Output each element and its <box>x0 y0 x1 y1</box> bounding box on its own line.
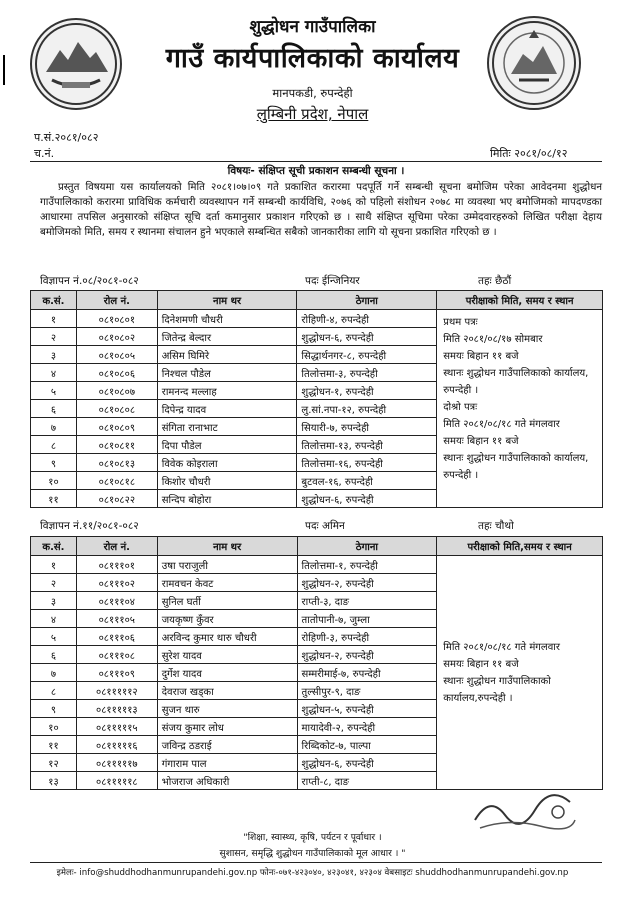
contact-info: इमेलः- info@shuddhodhanmunrupandehi.gov.np फोनः-०७१-४२३०४०, ४२३०४१, ४२३०४ वेबसाइटः shuddhodhanmunrupandehi.gov.np <box>56 868 569 878</box>
cell-name: निश्चल पौडेल <box>157 364 297 382</box>
divider <box>30 161 602 162</box>
shortlist-table-amin <box>30 536 603 790</box>
exam-line: मिति २०८१/०८/१७ सोमबार <box>443 334 543 345</box>
cell-address: सियारी-७, रुपन्देही <box>297 418 437 436</box>
cell-address: बुटवल-१६, रुपन्देही <box>297 472 437 490</box>
col-roll: रोल नं. <box>76 537 157 556</box>
col-exam: परीक्षाको मिति, समय र स्थान <box>437 291 603 310</box>
cell-name: असिम घिमिरे <box>157 346 297 364</box>
cell-roll: ०८१११११७ <box>76 754 157 772</box>
cell-sn: ३ <box>31 346 77 364</box>
cell-address: तुल्सीपुर-९, दाङ <box>297 682 437 700</box>
cell-sn: २ <box>31 574 77 592</box>
cell-sn: ९ <box>31 454 77 472</box>
cell-sn: ७ <box>31 664 77 682</box>
cell-sn: १० <box>31 718 77 736</box>
cell-name: जयकृष्ण कुँवर <box>157 610 297 628</box>
exam-line: समयः बिहान ११ बजे <box>443 351 519 362</box>
cell-name: जितेन्द्र बेल्दार <box>157 328 297 346</box>
cell-sn: ११ <box>31 736 77 754</box>
exam-line: दोश्रो पत्रः <box>443 402 478 413</box>
cell-address: मायादेवी-२, रुपन्देही <box>297 718 437 736</box>
cell-name: गंगाराम पाल <box>157 754 297 772</box>
exam-line: मिति २०८१/०८/१८ गते मंगलवार <box>443 641 560 653</box>
cell-sn: १२ <box>31 754 77 772</box>
cell-sn: २ <box>31 328 77 346</box>
cell-name: विवेक कोइराला <box>157 454 297 472</box>
cell-name: संगिता रानाभाट <box>157 418 297 436</box>
cell-roll: ०८१११०१ <box>76 556 157 574</box>
cell-address: शुद्धोधन-२, रुपन्देही <box>297 646 437 664</box>
cell-roll: ०८१११११३ <box>76 700 157 718</box>
table-row <box>31 310 603 328</box>
cell-roll: ०८१११११२ <box>76 682 157 700</box>
cell-roll: ०८१०८०८ <box>76 400 157 418</box>
exam-line: स्थानः शुद्धोधन गाउँपालिकाको कार्यालय, रुपन्देही । <box>443 453 589 481</box>
cell-address: सम्मरीमाई-७, रुपन्देही <box>297 664 437 682</box>
table-header-row <box>31 537 603 556</box>
cell-name: सुरेश यादव <box>157 646 297 664</box>
col-sn: क.सं. <box>31 537 77 556</box>
col-roll: रोल नं. <box>76 291 157 310</box>
cell-sn: १३ <box>31 772 77 790</box>
cell-address: तिलोत्तमा-१३, रुपन्देही <box>297 436 437 454</box>
cell-roll: ०८१११०८ <box>76 646 157 664</box>
cell-address: तिलोत्तमा-१६, रुपन्देही <box>297 454 437 472</box>
cell-name: देवराज खड्का <box>157 682 297 700</box>
exam-details-1 <box>437 310 603 508</box>
cell-sn: ११ <box>31 490 77 508</box>
cell-name: उषा पराजुली <box>157 556 297 574</box>
cell-name: दिपा पौडेल <box>157 436 297 454</box>
cell-sn: १० <box>31 472 77 490</box>
post-1: पदः ईन्जिनियर <box>305 275 360 287</box>
vacancy-number-2: विज्ञापन नं.११/२०८१-०८२ <box>40 520 139 532</box>
exam-details-2 <box>437 556 603 790</box>
cell-name: सुनिल घर्ती <box>157 592 297 610</box>
cell-name: अरविन्द कुमार थारु चौधरी <box>157 628 297 646</box>
cell-roll: ०८१०८०५ <box>76 346 157 364</box>
cell-address: राप्ती-३, दाङ <box>297 592 437 610</box>
cell-address: तिलोत्तमा-१, रुपन्देही <box>297 556 437 574</box>
cell-sn: ८ <box>31 682 77 700</box>
cell-name: जविन्द्र ठडराई <box>157 736 297 754</box>
office-location: मानपकडी, रुपन्देही <box>272 86 353 100</box>
cell-name: भोजराज अधिकारी <box>157 772 297 790</box>
cell-sn: १ <box>31 556 77 574</box>
cell-name: दिनेशमणी चौधरी <box>157 310 297 328</box>
col-exam: परीक्षाको मिति,समय र स्थान <box>437 537 603 556</box>
cell-sn: ४ <box>31 610 77 628</box>
cell-sn: १ <box>31 310 77 328</box>
cell-sn: ९ <box>31 700 77 718</box>
exam-line: समयः बिहान ११ बजे <box>443 658 519 670</box>
notice-body: प्रस्तुत विषयमा यस कार्यालयको मिति २०८१।०७।०९ गते प्रकाशित करारमा पदपूर्ति गर्ने सम्बन्धी सूचना बमोजिम परेका आवेदनमा शुद्धोधन गाउँपालिकाको करारमा प्राविधिक कर्मचारी व्यवस्थापन गर्ने सम्बन्धी कार्यविधि, २०७६ को पहिलो संशोधन २०७८ मा व्यवस्था भए बमोजिमको मापदण्डका आधारमा तपसिल अनुसारको संक्षिप्त सूचि दर्ता कमानुसार प्रकाशन गरिएको छ । साथै संक्षिप्त सूचिमा परेका उम्मेदवारहरुको लिखित परीक्षा देहाय बमोजिमको मिति, समय र स्थानमा संचालन हुने भएकाले सम्बन्धित सबैको जानकारीका लागि यो सूचना प्रकाशित गरिएको छ । <box>40 182 602 238</box>
province-name: लुम्बिनी प्रदेश, नेपाल <box>256 105 369 123</box>
exam-line: स्थानः शुद्धोधन गाउँपालिकाको कार्यालय,रुपन्देही । <box>443 675 551 704</box>
dispatch-number: च.नं. <box>34 147 55 160</box>
level-1: तहः छैठौं <box>478 275 512 287</box>
cell-roll: ०८१०८१८ <box>76 472 157 490</box>
signature-stamp <box>470 790 580 835</box>
cell-address: शुद्धोधन-५, रुपन्देही <box>297 700 437 718</box>
cell-sn: ८ <box>31 436 77 454</box>
office-title: गाउँ कार्यपालिकाको कार्यालय <box>165 43 460 74</box>
cell-roll: ०८१०८०७ <box>76 382 157 400</box>
cell-roll: ०८१११११६ <box>76 736 157 754</box>
cell-sn: ६ <box>31 646 77 664</box>
cell-sn: ६ <box>31 400 77 418</box>
col-address: ठेगाना <box>297 291 437 310</box>
cell-roll: ०८१०८०१ <box>76 310 157 328</box>
cell-address: शुद्धोधन-२, रुपन्देही <box>297 574 437 592</box>
col-name: नाम थर <box>157 537 297 556</box>
cell-sn: ७ <box>31 418 77 436</box>
cell-name: दिपेन्द्र यादव <box>157 400 297 418</box>
slogan-line-1: "शिक्षा, स्वास्थ्य, कृषि, पर्यटन र पूर्वाधार । <box>243 832 382 843</box>
table-header-row <box>31 291 603 310</box>
cell-address: तिलोत्तमा-३, रुपन्देही <box>297 364 437 382</box>
exam-line: मिति २०८१/०८/१८ गते मंगलवार <box>443 419 560 430</box>
cell-name: संजय कुमार लोध <box>157 718 297 736</box>
cell-sn: ३ <box>31 592 77 610</box>
cell-address: रोहिणी-३, रुपन्देही <box>297 628 437 646</box>
footer-divider <box>30 862 602 863</box>
col-address: ठेगाना <box>297 537 437 556</box>
col-name: नाम थर <box>157 291 297 310</box>
cell-name: रामवचन केवट <box>157 574 297 592</box>
cell-address: शुद्धोधन-६, रुपन्देही <box>297 328 437 346</box>
vacancy-number-1: विज्ञापन नं.०८/२०८१-०८२ <box>40 275 139 287</box>
cell-sn: ५ <box>31 628 77 646</box>
cell-address: शुद्धोधन-६, रुपन्देही <box>297 754 437 772</box>
table-row <box>31 556 603 574</box>
cell-roll: ०८१११०६ <box>76 628 157 646</box>
cell-name: रामनन्द मल्लाह <box>157 382 297 400</box>
cell-roll: ०८१०८०९ <box>76 418 157 436</box>
cell-roll: ०८१११०९ <box>76 664 157 682</box>
cell-address: लु.सां.नपा-१२, रुपन्देही <box>297 400 437 418</box>
cell-roll: ०८१११०५ <box>76 610 157 628</box>
cell-address: रिब्दिकोट-७, पाल्पा <box>297 736 437 754</box>
cell-roll: ०८१०८११ <box>76 436 157 454</box>
cell-address: शुद्धोधन-६, रुपन्देही <box>297 490 437 508</box>
cell-roll: ०८१११०४ <box>76 592 157 610</box>
col-sn: क.सं. <box>31 291 77 310</box>
cell-roll: ०८१०८०६ <box>76 364 157 382</box>
cell-name: सुजन थारु <box>157 700 297 718</box>
cell-sn: ४ <box>31 364 77 382</box>
notice-date: मितिः २०८१/०८/१२ <box>490 147 568 160</box>
municipality-name: शुद्धोधन गाउँपालिका <box>249 17 376 37</box>
cell-address: रोहिणी-४, रुपन्देही <box>297 310 437 328</box>
subject-line: विषयः- संक्षिप्त सूची प्रकाशन सम्बन्धी सूचना । <box>227 165 405 177</box>
cell-name: सन्दिप बोहोरा <box>157 490 297 508</box>
cell-roll: ०८१०८२२ <box>76 490 157 508</box>
cell-address: शुद्धोधन-१, रुपन्देही <box>297 382 437 400</box>
cell-name: दुर्गेश यादव <box>157 664 297 682</box>
cell-address: सिद्धार्थनगर-८, रुपन्देही <box>297 346 437 364</box>
cell-roll: ०८१११११८ <box>76 772 157 790</box>
cell-roll: ०८१०८०२ <box>76 328 157 346</box>
cell-sn: ५ <box>31 382 77 400</box>
post-2: पदः अमिन <box>305 520 345 532</box>
cell-roll: ०८१०८१३ <box>76 454 157 472</box>
cell-roll: ०८१११११५ <box>76 718 157 736</box>
exam-line: प्रथम पत्रः <box>443 317 478 328</box>
shortlist-table-engineer <box>30 290 603 508</box>
ref-number: प.सं.२०८१/०८२ <box>34 131 99 144</box>
exam-line: स्थानः शुद्धोधन गाउँपालिकाको कार्यालय, रुपन्देही । <box>443 368 589 396</box>
cell-address: राप्ती-८, दाङ <box>297 772 437 790</box>
exam-line: समयः बिहान ११ बजे <box>443 436 519 447</box>
cell-name: किशोर चौधरी <box>157 472 297 490</box>
cell-roll: ०८१११०२ <box>76 574 157 592</box>
slogan-line-2: सुशासन, समृद्धि शुद्धोधन गाउँपालिकाको मूल आधार । " <box>219 848 406 859</box>
level-2: तहः चौथो <box>478 520 514 532</box>
cell-address: तातोपानी-७, जुम्ला <box>297 610 437 628</box>
